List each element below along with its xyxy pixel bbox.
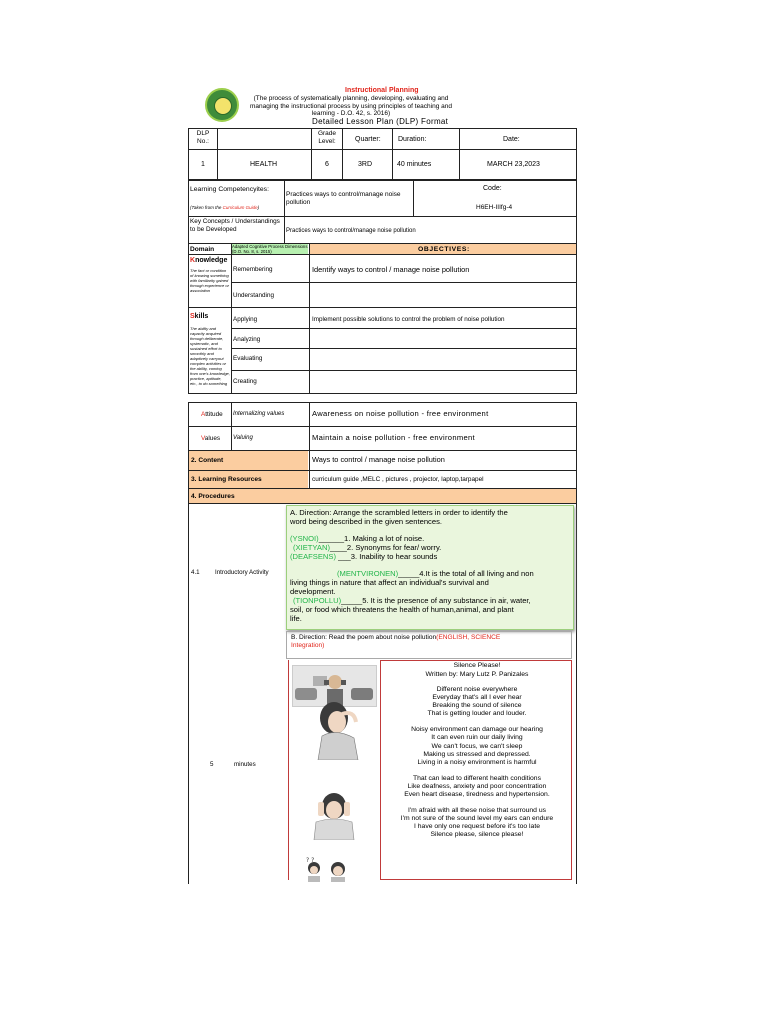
activity-a-direction-1: A. Direction: Arrange the scrambled letters in order to identify the xyxy=(290,508,508,517)
intro-activity-label: Introductory Activity xyxy=(215,569,269,576)
activity-a-item-5-line-2: soil, or food which threatens the health of human,animal, and plant xyxy=(290,605,514,614)
code-label: Code: xyxy=(483,185,502,192)
poem-title: Silence Please! xyxy=(453,662,501,669)
applying-objective: Implement possible solutions to control the problem of noise pollution xyxy=(312,316,505,323)
dlp-no-label: DLP No.: xyxy=(196,130,210,145)
poem-author: Written by: Mary Lutz P. Panizales xyxy=(425,671,529,678)
key-concepts-text: Practices ways to control/manage noise pollution xyxy=(286,228,416,234)
poem-line: I'm not sure of the sound level my ears can endure xyxy=(400,815,554,823)
activity-a-item-1: (YSNOI)______1. Making a lot of noise. xyxy=(290,534,425,543)
activity-a-box xyxy=(286,505,574,630)
poem-line: Everyday that's all I ever hear xyxy=(432,694,522,702)
poem-line: That can lead to different health conditions xyxy=(413,774,541,782)
deped-seal-icon xyxy=(205,88,239,122)
header-title: Instructional Planning xyxy=(345,87,419,94)
subject-value: HEALTH xyxy=(250,161,278,168)
activity-b-direction: B. Direction: Read the poem about noise pollution(ENGLISH, SCIENCE xyxy=(291,634,501,641)
poem-lines xyxy=(381,686,573,840)
poem-line xyxy=(381,767,573,775)
header-subtitle xyxy=(236,95,466,118)
key-concepts-label: Key Concepts / Understandings to be Developed xyxy=(190,218,280,233)
poem-line: We can't focus, we can't sleep xyxy=(431,742,523,750)
procedures-row xyxy=(188,488,577,504)
poem-line: I have only one request before it's too late xyxy=(414,823,540,831)
date-label: Date: xyxy=(503,136,520,143)
knowledge-label: Knowledge xyxy=(190,257,228,264)
poem-line xyxy=(381,718,573,726)
attitude-dimension: Internalizing values xyxy=(233,411,285,417)
activity-b-box xyxy=(286,631,572,659)
svg-text:? ?: ? ? xyxy=(306,857,315,864)
date-value: MARCH 23,2023 xyxy=(487,161,540,168)
activity-a-direction-2: word being described in the given sentences. xyxy=(290,517,442,526)
poem-line xyxy=(381,799,573,807)
values-label: Values xyxy=(201,435,221,442)
activity-a-item-4-line-3: development. xyxy=(290,587,336,596)
poem-box xyxy=(380,660,572,880)
headache-woman-image xyxy=(292,698,377,760)
activity-a-item-5: (TIONPOLLU)_____5. It is the presence of any substance in air, water, xyxy=(293,596,531,605)
activity-a-item-5-line-3: life. xyxy=(290,614,302,623)
activity-a-item-2: (XIETYAN)____2. Synonyms for fear/ worry. xyxy=(293,543,442,552)
minutes-number: 5 xyxy=(210,761,214,768)
dlp-title: Detailed Lesson Plan (DLP) Format xyxy=(312,117,449,126)
evaluating-label: Evaluating xyxy=(233,355,263,362)
noisy-people-image xyxy=(292,856,377,882)
quarter-value: 3RD xyxy=(358,161,373,168)
values-objective: Maintain a noise pollution - free environment xyxy=(312,433,475,442)
applying-label: Applying xyxy=(233,316,258,323)
resources-text: curriculum guide ,MELC , pictures , projector, laptop,tarpapel xyxy=(312,476,484,483)
poem-line: Breaking the sound of silence xyxy=(432,702,522,710)
analyzing-label: Analyzing xyxy=(233,336,261,343)
dlp-no-value: 1 xyxy=(201,161,205,168)
attitude-label: Attitude xyxy=(201,411,223,418)
poem-line: Like deafness, anxiety and poor concentration xyxy=(407,782,547,790)
poem-line: I'm afraid with all these noise that surround us xyxy=(407,807,547,815)
understanding-label: Understanding xyxy=(233,292,274,299)
poem-line: It can even ruin our daily living xyxy=(431,734,523,742)
intro-activity-number: 4.1 xyxy=(191,569,200,576)
grade-level-label: Grade Level: xyxy=(317,130,337,145)
resources-label: 3. Learning Resources xyxy=(191,476,262,483)
header-line-3: learning - D.O. 42, s. 2016) xyxy=(311,110,391,117)
attitude-objective: Awareness on noise pollution - free environment xyxy=(312,409,489,418)
header-line-2: managing the instructional process by using principles of teaching and xyxy=(250,102,452,110)
content-text: Ways to control / manage noise pollution xyxy=(312,455,445,464)
remembering-label: Remembering xyxy=(233,266,273,273)
creating-label: Creating xyxy=(233,378,257,385)
domain-label: Domain xyxy=(190,246,215,253)
values-dimension: Valuing xyxy=(233,435,253,441)
header-line-1: (The process of systematically planning, developing, evaluating and xyxy=(253,95,449,102)
poem-line: That is getting louder and louder. xyxy=(427,710,527,718)
procedures-label: 4. Procedures xyxy=(191,493,235,500)
poem-line: Living in a noisy environment is harmful xyxy=(417,758,537,766)
duration-value: 40 minutes xyxy=(397,161,432,168)
competency-note: (Taken from the Curriculum Guide) xyxy=(190,205,260,210)
content-label: 2. Content xyxy=(191,457,224,464)
minutes-label: minutes xyxy=(234,761,256,768)
poem-line: Even heart disease, tiredness and hypertension. xyxy=(404,791,550,799)
grade-value: 6 xyxy=(325,161,329,168)
remembering-objective: Identify ways to control / manage noise pollution xyxy=(312,265,470,274)
competency-label: Learning Competencyites: xyxy=(190,186,269,193)
poem-line: Different noise everywhere xyxy=(436,686,518,693)
activity-b-integration: Integration) xyxy=(291,642,325,649)
skills-description: The ability and capacity acquired through deliberate, systematic, and sustained effort to smoothly and adaptively carryout complex activities or the ability, coming from one's knowledge, practice, aptitude, etc., to do something xyxy=(190,326,230,386)
competency-text: Practices ways to control/manage noise pollution xyxy=(286,191,401,206)
quarter-label: Quarter: xyxy=(355,136,381,143)
covering-ears-image xyxy=(292,790,377,840)
activity-a-item-4-line-2: living things in nature that affect an individual's survival and xyxy=(290,578,489,587)
poem-line: Making us stressed and depressed. xyxy=(423,750,531,758)
code-value: H6EH-IIIfg-4 xyxy=(476,204,513,211)
knowledge-description: The fact or condition of knowing something with familiarity gained through experience or association xyxy=(190,268,229,293)
poem-line: Silence please, silence please! xyxy=(430,831,524,839)
duration-label: Duration: xyxy=(398,136,427,143)
activity-a-item-3: (DEAFSENS) ___3. Inability to hear sounds xyxy=(290,552,438,561)
process-dimensions-label: Adapted Cognitive Process Dimensions (D.O. No. 8, s. 2015) xyxy=(232,244,308,254)
objectives-label: OBJECTIVES: xyxy=(418,246,470,253)
activity-a-item-4: (MENTVIRONEN)_____4.It is the total of all living and non xyxy=(337,569,534,578)
skills-label: Skills xyxy=(190,313,209,320)
poem-line: Noisy environment can damage our hearing xyxy=(411,726,543,734)
